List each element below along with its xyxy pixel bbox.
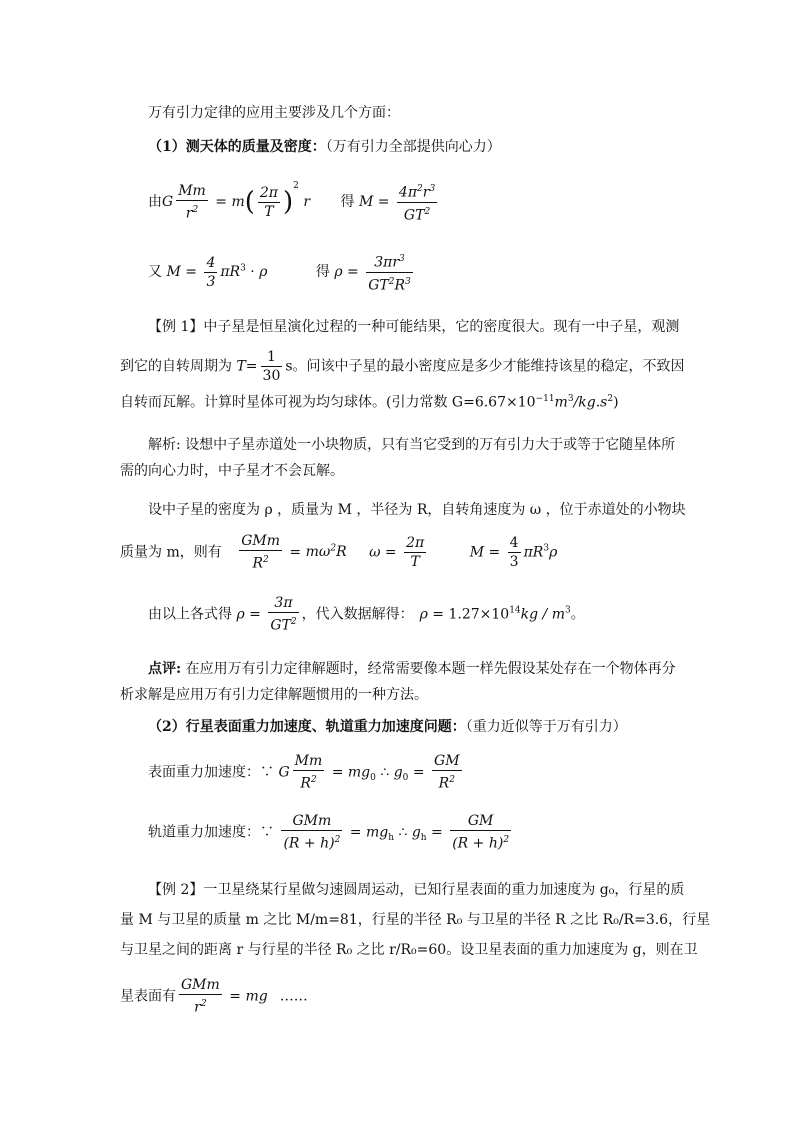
surface-gravity-formula: 表面重力加速度：∵ G $\frac{Mm}{R^2}$ = $mg_0$ ∴ $g_0$ = $\frac{GM}{R^2}$ xyxy=(148,753,460,792)
example2-line4: 星表面有 $\frac{\text{GMm}}{r^2}$ = mg …… xyxy=(120,977,308,1016)
example1-line2: 到它的自转周期为 T= $\frac{1}{30}$ s。问该中子星的最小密度应是多少才能维持该星的稳定，不致因 xyxy=(120,349,685,384)
section1-note: （万有引力全部提供向心力） xyxy=(325,139,501,155)
comment-line1: 点评: 在应用万有引力定律解题时，经常需要像本题一样先假设某处存在一个物体再分 xyxy=(148,661,676,677)
solution-line5: 由以上各式得 ρ = $\frac{3\pi}{GT^2}$ ，代入数据解得： $\rho = 1.27\times 10^{14}kg / m^3$。 xyxy=(148,595,585,634)
section1-title: （1）测天体的质量及密度： xyxy=(148,139,326,155)
comment-line2: 析求解是应用万有引力定律解题惯用的一种方法。 xyxy=(120,687,428,703)
section2-note: （重力近似等于万有引力） xyxy=(465,719,627,735)
solution-line3: 设中子星的密度为 ρ ，质量为 M ，半径为 R，自转角速度为 ω ，位于赤道处的小物块 xyxy=(148,502,686,518)
formula-mass: 由G $\frac{Mm}{r^2}$ = m( $\frac{2\pi}{T}$ )$^2$ r 得 M = $\frac{4\pi^2r^3}{GT^2}$ xyxy=(148,181,436,224)
formula-density: 又 M = $\frac{4}{3}$ $\pi R^3 \cdot \rho$ 得 ρ = $\frac{3\pi r^3}{GT^2R^3}$ xyxy=(148,250,416,294)
example2-tag: 【例 2】 xyxy=(148,882,204,898)
example1-line3: 自转而瓦解。计算时星体可视为均匀球体。(引力常数 $G=6.67\times 10^{-11}m^3/kg.s^2$) xyxy=(120,394,619,411)
example1-line1: 【例 1】中子星是恒星演化过程的一种可能结果，它的密度很大。现有一中子星，观测 xyxy=(148,319,680,335)
solution-line2: 需的向心力时，中子星才不会瓦解。 xyxy=(120,463,344,479)
example1-tag: 【例 1】 xyxy=(148,319,204,335)
intro-text: 万有引力定律的应用主要涉及几个方面： xyxy=(148,105,400,121)
section2-heading xyxy=(148,717,627,737)
example2-line1: 【例 2】一卫星绕某行星做匀速圆周运动，已知行星表面的重力加速度为 g₀，行星的质 xyxy=(148,882,685,898)
example2-line3: 与卫星之间的距离 r 与行星的半径 R₀ 之比 r/R₀=60。设卫星表面的重力加速度为 g，则在卫 xyxy=(120,942,698,958)
solution-line4: 质量为 m，则有 $\frac{\text{GMm}}{R^2}$ = $m\omega^2R$ ω = $\frac{2\pi}{T}$ M = $\frac{4}{3}$ $\pi R^3\rho$ xyxy=(120,533,558,572)
solution-line1: 解析: 设想中子星赤道处一小块物质，只有当它受到的万有引力大于或等于它随星体所 xyxy=(148,437,676,453)
example2-line2: 量 M 与卫星的质量 m 之比 M/m=81，行星的半径 R₀ 与卫星的半径 R 之比 R₀/R=3.6，行星 xyxy=(120,912,711,928)
section2-title: （2）行星表面重力加速度、轨道重力加速度问题： xyxy=(148,719,466,735)
section1-heading xyxy=(148,137,501,157)
orbit-gravity-formula: 轨道重力加速度：∵ $\frac{\text{GMm}}{(R + h)^2}$ = $mg_h$ ∴ $g_h$ = $\frac{GM}{(R + h)^2}$ xyxy=(148,813,510,852)
comment-tag: 点评: xyxy=(148,661,182,677)
